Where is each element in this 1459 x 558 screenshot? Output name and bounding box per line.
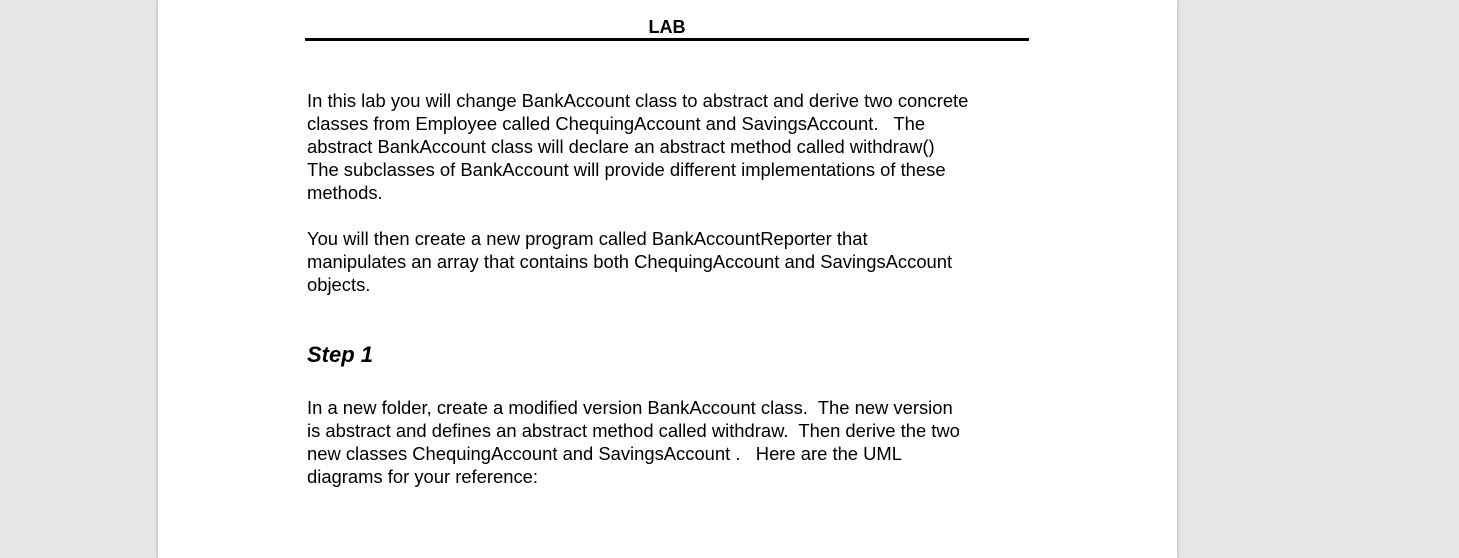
text-line: classes from Employee called ChequingAccount and SavingsAccount. The [307,113,926,134]
text-line: diagrams for your reference: [307,466,539,487]
header-divider [305,38,1029,41]
text-line: is abstract and defines an abstract method called withdraw. Then derive the two [307,420,960,441]
document-page [158,0,1177,558]
text-line: The subclasses of BankAccount will provide different implementations of these [307,159,946,180]
program-paragraph [307,227,1037,296]
text-line: In a new folder, create a modified version BankAccount class. The new version [307,397,953,418]
text-line: objects. [307,274,371,295]
text-line: manipulates an array that contains both ChequingAccount and SavingsAccount [307,251,953,272]
text-line: In this lab you will change BankAccount class to abstract and derive two concrete [307,90,969,111]
page-title: LAB [648,17,686,37]
text-line: You will then create a new program called BankAccountReporter that [307,228,868,249]
text-line: new classes ChequingAccount and SavingsAccount . Here are the UML [307,443,902,464]
text-line: abstract BankAccount class will declare an abstract method called withdraw() [307,136,935,157]
step-1-paragraph [307,396,1037,488]
intro-paragraph [307,89,1037,204]
text-line: methods. [307,182,383,203]
step-heading: Step 1 [307,342,374,367]
